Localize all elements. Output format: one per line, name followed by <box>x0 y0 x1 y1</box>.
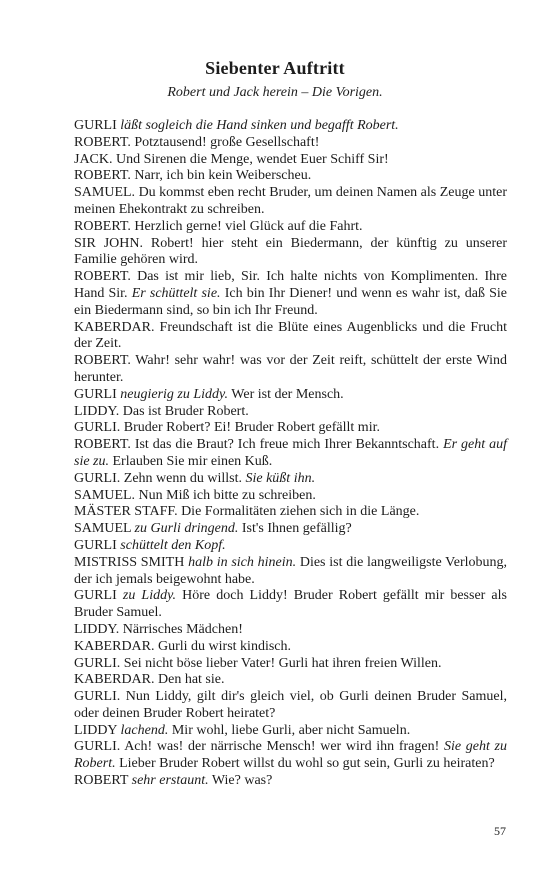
dialogue-paragraph <box>74 471 507 488</box>
dialogue-text: Wie? was? <box>208 773 273 789</box>
dialogue-text: Wer ist der Mensch. <box>228 386 344 402</box>
dialogue-text: KABERDAR. Freundschaft ist die Blüte eines Augenblicks und die Frucht der Zeit. <box>74 319 507 352</box>
stage-direction-inline: schüttelt den Kopf. <box>120 537 226 553</box>
dialogue-paragraph <box>74 723 507 740</box>
page-number: 57 <box>494 824 506 838</box>
dialogue-paragraph <box>74 504 507 521</box>
dialogue-paragraph <box>74 672 507 689</box>
dialogue-text: GURLI. Ach! was! der närrische Mensch! wer wird ihn fragen! <box>74 739 444 755</box>
dialogue-paragraph <box>74 521 507 538</box>
dialogue-text: SAMUEL. Du kommst eben recht Bruder, um deinen Namen als Zeuge unter meinen Ehekontrakt zu schreiben. <box>74 185 507 217</box>
dialogue-text: GURLI. Bruder Robert? Ei! Bruder Robert gefällt mir. <box>74 420 380 436</box>
dialogue-text: ROBERT. Herzlich gerne! viel Glück auf die Fahrt. <box>74 218 363 234</box>
dialogue-text: KABERDAR. Gurli du wirst kindisch. <box>74 638 291 654</box>
dialogue-paragraph <box>74 488 507 505</box>
dialogue-text: ROBERT. Das ist mir lieb, Sir. Ich halte nichts von Komplimenten. Ihre Hand Sir. <box>74 269 507 301</box>
dialogue-paragraph <box>74 538 507 555</box>
dialogue-paragraph <box>74 353 507 387</box>
dialogue-paragraph <box>74 168 507 185</box>
stage-direction: Robert und Jack herein – Die Vorigen. <box>167 85 383 100</box>
dialogue-paragraph <box>74 118 507 135</box>
dialogue-paragraph <box>74 387 507 404</box>
dialogue-text: Lieber Bruder Robert willst du wohl so gut sein, Gurli zu heiraten? <box>115 756 495 772</box>
dialogue-text: Ich bin Ihr Diener! und wenn es wahr ist, daß Sie ein Biedermann sind, so bin ich Ihr Freund. <box>74 285 507 318</box>
dialogue-text: MÄSTER STAFF. Die Formalitäten ziehen sich in die Länge. <box>74 504 420 520</box>
dialogue-text: Dies ist die langweiligste Verlobung, der ich jemals beigewohnt habe. <box>74 554 508 587</box>
dialogue-text: GURLI. Zehn wenn du willst. <box>74 470 246 486</box>
dialogue-paragraph <box>74 689 507 723</box>
dialogue-text: GURLI <box>74 588 123 604</box>
stage-direction-inline: zu Gurli dringend. <box>134 521 239 537</box>
stage-direction-inline: lachend. <box>120 722 169 738</box>
dialogue-text: LIDDY <box>74 722 121 738</box>
stage-direction-inline: halb in sich hinein. <box>188 554 297 570</box>
dialogue-text: ROBERT. Potztausend! große Gesellschaft! <box>74 134 320 150</box>
dialogue-text: ROBERT. Ist das die Braut? Ich freue mich Ihrer Bekanntschaft. <box>74 437 444 453</box>
dialogue-text: JACK. Und Sirenen die Menge, wendet Euer Schiff Sir! <box>74 151 389 167</box>
dialogue-text: GURLI. Sei nicht böse lieber Vater! Gurli hat ihren freien Willen. <box>74 655 442 671</box>
scene-title: Siebenter Auftritt <box>205 58 345 78</box>
stage-direction-inline: Sie geht zu Robert. <box>74 739 507 772</box>
dialogue-text: ROBERT. Narr, ich bin kein Weiberscheu. <box>74 168 312 184</box>
dialogue-paragraph <box>74 152 507 169</box>
dialogue-text: ROBERT <box>74 773 132 789</box>
dialogue-paragraph <box>74 773 507 790</box>
dialogue-text: SAMUEL. Nun Miß ich bitte zu schreiben. <box>74 487 316 503</box>
dialogue-text: Erlauben Sie mir einen Kuß. <box>109 453 273 469</box>
dialogue-text: GURLI <box>74 537 121 553</box>
stage-direction-inline: sehr erstaunt. <box>131 773 209 789</box>
stage-direction-inline: zu Liddy. <box>122 588 177 604</box>
dialogue-text: LIDDY. Das ist Bruder Robert. <box>74 403 249 419</box>
stage-direction-inline: neugierig zu Liddy. <box>120 386 229 402</box>
dialogue-text: SAMUEL <box>74 521 135 537</box>
stage-direction-inline: Sie küßt ihn. <box>245 470 316 486</box>
dialogue-paragraph <box>74 236 507 270</box>
dialogue-text: GURLI. Nun Liddy, gilt dir's gleich viel, ob Gurli deinen Bruder Samuel, oder deinen Bruder Robert heiratet? <box>74 689 507 721</box>
dialogue-paragraph <box>74 185 507 219</box>
dialogue-text: Ist's Ihnen gefällig? <box>238 521 352 537</box>
dialogue-paragraph <box>74 588 507 622</box>
dialogue-paragraph <box>74 404 507 421</box>
dialogue-paragraph <box>74 320 507 354</box>
stage-direction-inline: läßt sogleich die Hand sinken und begafft Robert. <box>120 118 399 133</box>
dialogue-paragraph <box>74 622 507 639</box>
dialogue-paragraph <box>74 269 507 319</box>
dialogue-paragraph <box>74 555 507 589</box>
dialogue-text: KABERDAR. Den hat sie. <box>74 672 225 688</box>
dialogue-text: MISTRISS SMITH <box>74 554 189 570</box>
dialogue-paragraph <box>74 639 507 656</box>
dialogue-text: Mir wohl, liebe Gurli, aber nicht Samueln. <box>168 722 411 738</box>
dialogue-paragraph <box>74 420 507 437</box>
dialogue-text: ROBERT. Wahr! sehr wahr! was vor der Zeit reift, schüttelt der erste Wind herunter. <box>74 353 507 385</box>
stage-direction-inline: Er geht auf sie zu. <box>74 437 507 469</box>
dialogue-body <box>74 118 507 790</box>
dialogue-text: LIDDY. Närrisches Mädchen! <box>74 621 243 637</box>
dialogue-text: Höre doch Liddy! Bruder Robert gefällt mir besser als Bruder Samuel. <box>74 588 507 621</box>
dialogue-text: GURLI <box>74 118 121 133</box>
dialogue-text: GURLI <box>74 386 121 402</box>
dialogue-paragraph <box>74 219 507 236</box>
dialogue-paragraph <box>74 135 507 152</box>
dialogue-text: SIR JOHN. Robert! hier steht ein Biedermann, der künftig zu unserer Familie gehören wird. <box>74 235 507 268</box>
dialogue-paragraph <box>74 739 507 773</box>
stage-direction-inline: Er schüttelt sie. <box>131 285 221 301</box>
dialogue-paragraph <box>74 437 507 471</box>
dialogue-paragraph <box>74 656 507 673</box>
